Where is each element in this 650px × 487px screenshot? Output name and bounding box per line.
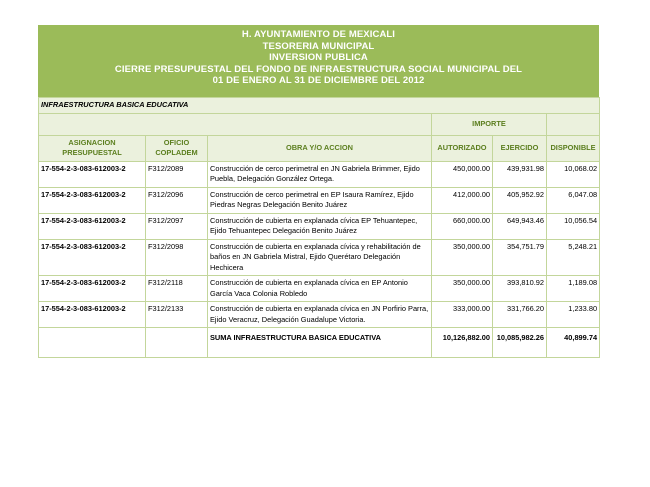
table-row	[39, 276, 600, 302]
total-disponible: 40,899.74	[547, 328, 600, 358]
col-disponible: DISPONIBLE	[547, 135, 600, 161]
oficio-cell: F312/2089	[146, 161, 208, 187]
budget-table	[38, 97, 600, 358]
autorizado-cell: 350,000.00	[432, 276, 493, 302]
obra-cell: Construcción de cubierta en explanada cívica EP Tehuantepec, Ejido Tehuantepec Delegación Benito Juárez	[208, 213, 432, 239]
ejercido-cell: 439,931.98	[493, 161, 547, 187]
asignacion-cell: 17-554-2-3-083-612003-2	[39, 187, 146, 213]
asignacion-cell: 17-554-2-3-083-612003-2	[39, 276, 146, 302]
disponible-cell: 5,248.21	[547, 239, 600, 276]
disponible-cell: 10,056.54	[547, 213, 600, 239]
col-ejercido: EJERCIDO	[493, 135, 547, 161]
col-obra: OBRA Y/O ACCION	[208, 135, 432, 161]
table-row	[39, 239, 600, 276]
report-banner	[38, 25, 599, 97]
oficio-cell: F312/2097	[146, 213, 208, 239]
asignacion-cell: 17-554-2-3-083-612003-2	[39, 302, 146, 328]
obra-cell: Construcción de cubierta en explanada cívica y rehabilitación de baños en JN Gabriela Mistral, Ejido Querétaro Delegación Hechicera	[208, 239, 432, 276]
disponible-cell: 1,189.08	[547, 276, 600, 302]
budget-sheet	[38, 25, 599, 358]
autorizado-cell: 412,000.00	[432, 187, 493, 213]
column-header-row	[39, 135, 600, 161]
section-row	[39, 98, 600, 114]
asignacion-cell: 17-554-2-3-083-612003-2	[39, 161, 146, 187]
oficio-cell: F312/2096	[146, 187, 208, 213]
banner-line-tesoreria: TESORERIA MUNICIPAL	[262, 40, 375, 52]
ejercido-cell: 393,810.92	[493, 276, 547, 302]
banner-line-cierre: CIERRE PRESUPUESTAL DEL FONDO DE INFRAESTRUCTURA SOCIAL MUNICIPAL DEL	[114, 63, 523, 75]
total-blank-cell	[146, 328, 208, 358]
blank-header-cell	[39, 113, 432, 135]
banner-line-periodo: 01 DE ENERO AL 31 DE DICIEMBRE DEL 2012	[212, 75, 425, 86]
col-asignacion: ASIGNACION PRESUPUESTAL	[39, 135, 146, 161]
ejercido-cell: 405,952.92	[493, 187, 547, 213]
disponible-cell: 10,068.02	[547, 161, 600, 187]
oficio-cell: F312/2098	[146, 239, 208, 276]
total-ejercido: 10,085,982.26	[493, 328, 547, 358]
importe-header: IMPORTE	[432, 113, 547, 135]
total-label: SUMA INFRAESTRUCTURA BASICA EDUCATIVA	[208, 328, 432, 358]
asignacion-cell: 17-554-2-3-083-612003-2	[39, 239, 146, 276]
oficio-cell: F312/2118	[146, 276, 208, 302]
blank-header-cell-right	[547, 113, 600, 135]
table-row	[39, 161, 600, 187]
asignacion-cell: 17-554-2-3-083-612003-2	[39, 213, 146, 239]
banner-line-ayuntamiento: H. AYUNTAMIENTO DE MEXICALI	[241, 29, 396, 40]
obra-cell: Construcción de cerco perimetral en JN Gabriela Brimmer, Ejido Puebla, Delegación González Ortega.	[208, 161, 432, 187]
obra-cell: Construcción de cubierta en explanada cívica en EP Antonio García Vaca Colonia Robledo	[208, 276, 432, 302]
col-oficio: OFICIO COPLADEM	[146, 135, 208, 161]
table-row	[39, 187, 600, 213]
autorizado-cell: 333,000.00	[432, 302, 493, 328]
autorizado-cell: 350,000.00	[432, 239, 493, 276]
section-title: INFRAESTRUCTURA BASICA EDUCATIVA	[39, 98, 600, 114]
importe-header-row	[39, 113, 600, 135]
total-blank-cell	[39, 328, 146, 358]
disponible-cell: 6,047.08	[547, 187, 600, 213]
obra-cell: Construcción de cerco perimetral en EP Isaura Ramírez, Ejido Piedras Negras Delegación Benito Juárez	[208, 187, 432, 213]
banner-line-inversion: INVERSION PUBLICA	[269, 52, 368, 63]
obra-cell: Construcción de cubierta en explanada cívica en JN Porfirio Parra, Ejido Veracruz, Delegación Guadalupe Victoria.	[208, 302, 432, 328]
table-row	[39, 302, 600, 328]
total-autorizado: 10,126,882.00	[432, 328, 493, 358]
ejercido-cell: 331,766.20	[493, 302, 547, 328]
ejercido-cell: 354,751.79	[493, 239, 547, 276]
table-row	[39, 213, 600, 239]
disponible-cell: 1,233.80	[547, 302, 600, 328]
ejercido-cell: 649,943.46	[493, 213, 547, 239]
oficio-cell: F312/2133	[146, 302, 208, 328]
col-autorizado: AUTORIZADO	[432, 135, 493, 161]
autorizado-cell: 660,000.00	[432, 213, 493, 239]
autorizado-cell: 450,000.00	[432, 161, 493, 187]
total-row	[39, 328, 600, 358]
